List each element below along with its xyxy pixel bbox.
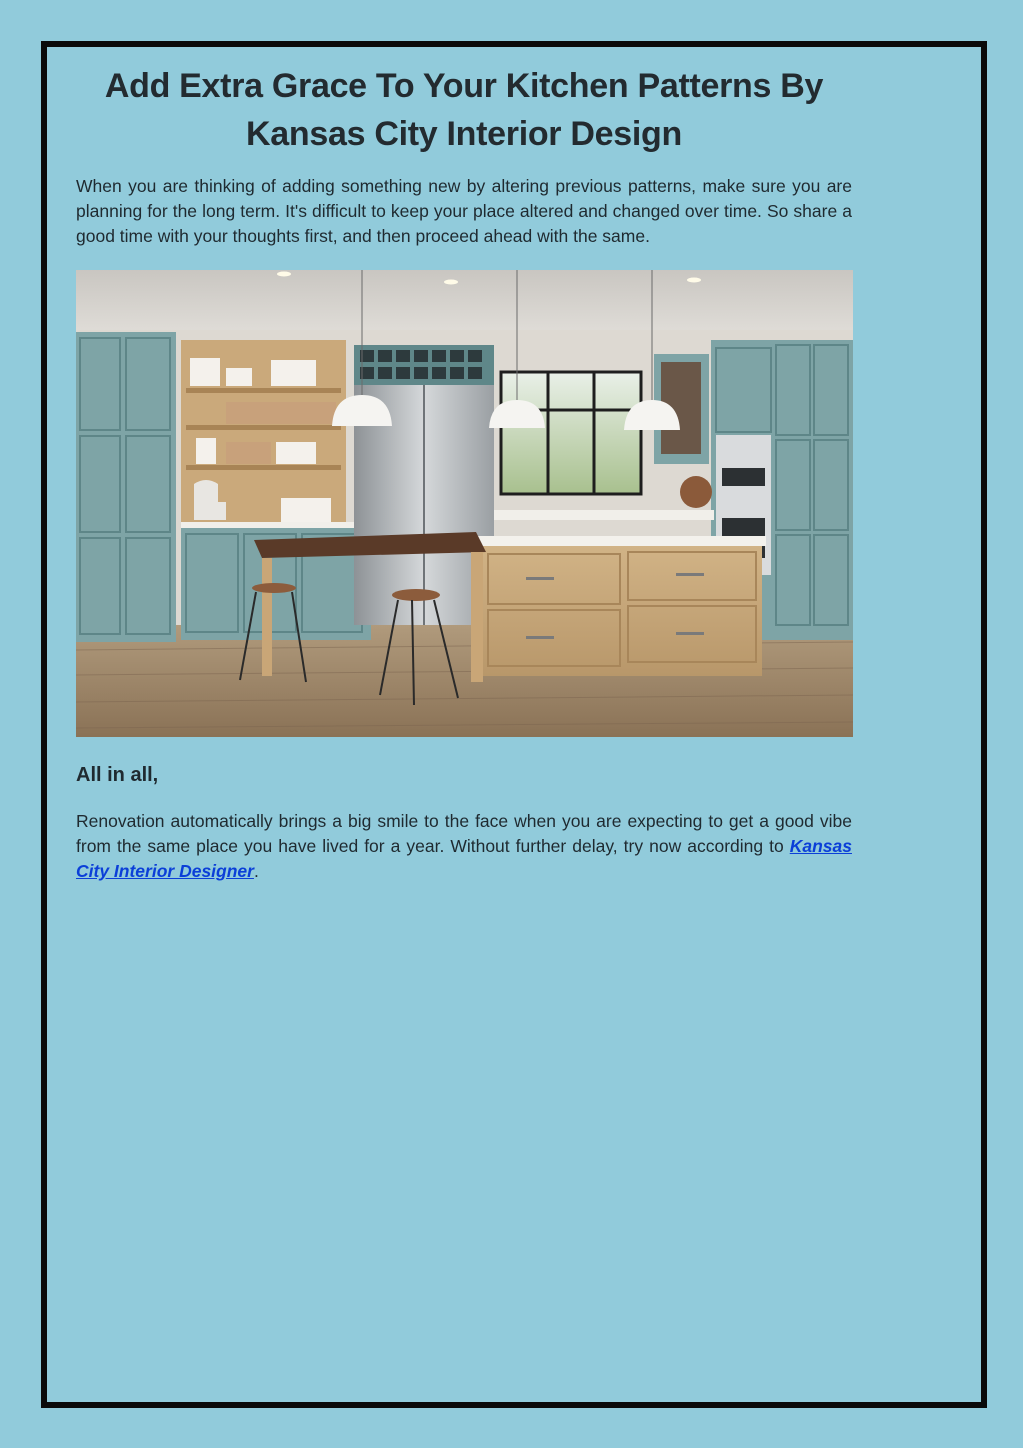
document-content bbox=[76, 62, 852, 884]
intro-paragraph: When you are thinking of adding something new by altering previous patterns, make sure you are planning for the long term. It's difficult to keep your place altered and changed over time. So share a good time with your thoughts first, and then proceed ahead with the same. bbox=[76, 176, 852, 246]
kitchen-photo bbox=[76, 270, 853, 737]
kansas-city-interior-designer-link[interactable]: Kansas City Interior Designer bbox=[76, 836, 852, 881]
closing-period: . bbox=[253, 861, 259, 881]
page-title: Add Extra Grace To Your Kitchen Patterns By Kansas City Interior Design bbox=[104, 67, 824, 153]
closing-paragraph bbox=[76, 809, 852, 884]
section-heading: All in all, bbox=[76, 764, 159, 786]
closing-text: Renovation automatically brings a big smile to the face when you are expecting to get a good vibe from the same place you have lived for a year. Without further delay, try now according to bbox=[76, 811, 852, 856]
